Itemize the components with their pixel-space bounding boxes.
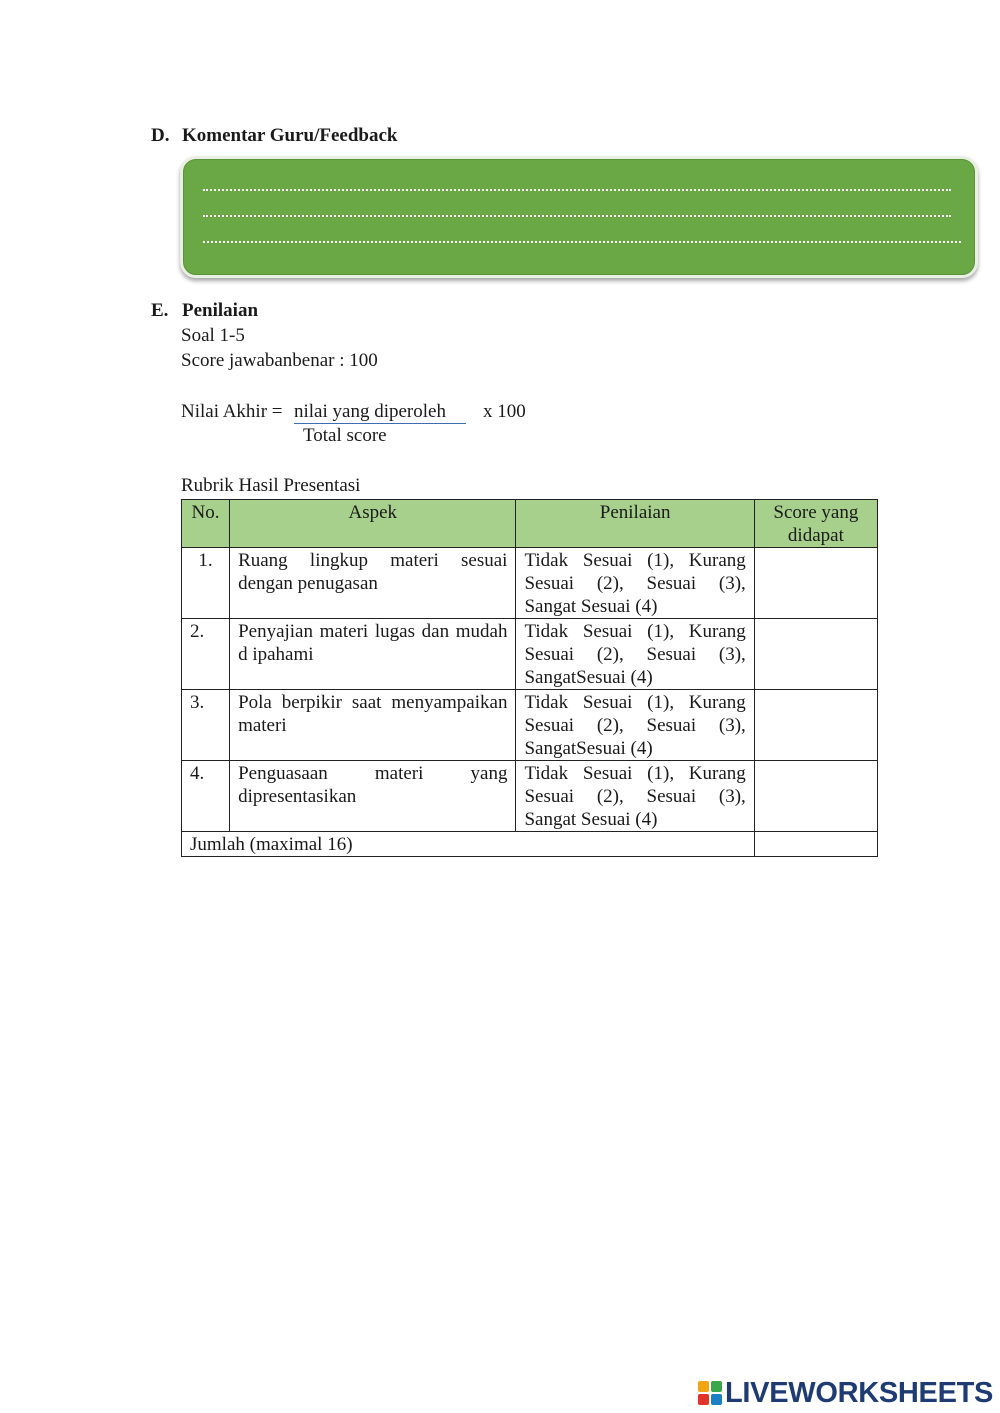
section-d-letter: D. — [151, 125, 170, 146]
table-row — [182, 690, 878, 761]
section-e-title: Penilaian — [182, 300, 259, 321]
row-aspek: Penguasaan materi yang dipresentasikan — [230, 761, 516, 832]
section-d-title: Komentar Guru/Feedback — [182, 125, 398, 146]
header-score: Score yang didapat — [754, 500, 877, 548]
header-penilaian: Penilaian — [516, 500, 754, 548]
feedback-line-3[interactable] — [203, 233, 961, 243]
row-aspek: Pola berpikir saat menyampaikan materi — [230, 690, 516, 761]
row-score-input[interactable] — [754, 690, 877, 761]
table-row — [182, 548, 878, 619]
rubric-title: Rubrik Hasil Presentasi — [181, 475, 361, 496]
section-d-heading — [151, 125, 551, 149]
row-aspek: Penyajian materi lugas dan mudah d ipahami — [230, 619, 516, 690]
feedback-box[interactable] — [180, 156, 978, 278]
row-penilaian: Tidak Sesuai (1), Kurang Sesuai (2), Sesuai (3), SangatSesuai (4) — [516, 690, 754, 761]
fraction-bar — [294, 423, 466, 424]
header-no: No. — [182, 500, 230, 548]
row-score-input[interactable] — [754, 548, 877, 619]
row-penilaian: Tidak Sesuai (1), Kurang Sesuai (2), Sesuai (3), Sangat Sesuai (4) — [516, 548, 754, 619]
formula-numerator: nilai yang diperoleh — [294, 401, 446, 422]
rubric-table — [181, 499, 878, 857]
logo-blocks-icon — [698, 1381, 722, 1405]
section-e-letter: E. — [151, 300, 169, 321]
row-score-input[interactable] — [754, 619, 877, 690]
row-no: 2. — [182, 619, 230, 690]
table-row — [182, 619, 878, 690]
row-no: 4. — [182, 761, 230, 832]
formula-denominator: Total score — [303, 425, 387, 446]
feedback-line-1[interactable] — [203, 181, 951, 191]
row-no: 3. — [182, 690, 230, 761]
formula-multiplier: x 100 — [483, 401, 526, 422]
row-penilaian: Tidak Sesuai (1), Kurang Sesuai (2), Sesuai (3), Sangat Sesuai (4) — [516, 761, 754, 832]
rubric-header-row — [182, 500, 878, 548]
total-score-input[interactable] — [754, 832, 877, 857]
row-no: 1. — [182, 548, 230, 619]
total-label: Jumlah (maximal 16) — [182, 832, 755, 857]
section-e-heading — [151, 300, 451, 324]
header-aspek: Aspek — [230, 500, 516, 548]
feedback-line-2[interactable] — [203, 207, 951, 217]
row-penilaian: Tidak Sesuai (1), Kurang Sesuai (2), Sesuai (3), SangatSesuai (4) — [516, 619, 754, 690]
formula-label: Nilai Akhir = — [181, 401, 283, 422]
score-line: Score jawabanbenar : 100 — [181, 350, 378, 371]
row-aspek: Ruang lingkup materi sesuai dengan penugasan — [230, 548, 516, 619]
logo-text: LIVEWORKSHEETS — [725, 1377, 994, 1409]
total-row — [182, 832, 878, 857]
row-score-input[interactable] — [754, 761, 877, 832]
table-row — [182, 761, 878, 832]
soal-text: Soal 1-5 — [181, 325, 245, 346]
